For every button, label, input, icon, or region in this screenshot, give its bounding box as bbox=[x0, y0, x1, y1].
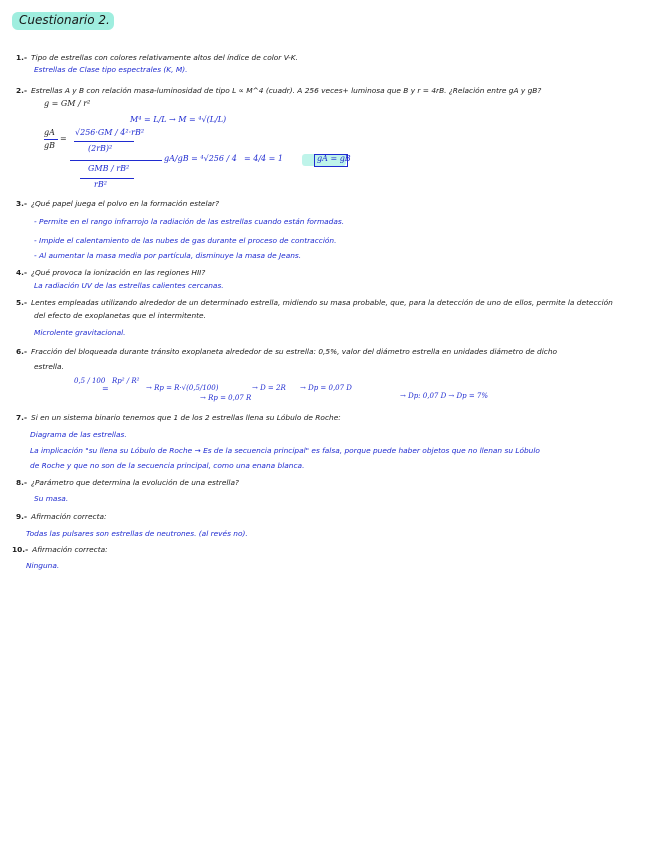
question-6-cont: estrella. bbox=[34, 362, 64, 371]
question-9: 9.- Afirmación correcta: bbox=[16, 512, 107, 521]
q2-ratio-main-bar bbox=[70, 160, 162, 161]
q6-step-5: → Dp: 0,07 D → Dp = 7% bbox=[400, 392, 489, 400]
answer-8: Su masa. bbox=[34, 494, 69, 503]
question-8: 8.- ¿Parámetro que determina la evolución de una estrella? bbox=[16, 478, 239, 487]
answer-7-2: La implicación "su llena su Lóbulo de Roche → Es de la secuencia principal" es falsa, porque puede haber objetos que no llenan su Lóbulo bbox=[30, 446, 540, 455]
q6-step-3: → D = 2R bbox=[252, 384, 286, 392]
page-title: Cuestionario 2. bbox=[19, 13, 110, 27]
q2-result-b: = 4/4 = 1 bbox=[244, 154, 283, 163]
answer-3-2: - Impide el calentamiento de las nubes de gas durante el proceso de contracción. bbox=[34, 236, 337, 245]
q2-ratio-bar-1 bbox=[74, 141, 134, 142]
question-2: 2.- Estrellas A y B con relación masa-luminosidad de tipo L ∝ M^4 (cuadr). A 256 veces+ luminosa que B y r = 4rB. ¿Relación entre gA y gB? bbox=[16, 86, 542, 95]
q6-equals: = bbox=[102, 384, 109, 393]
q6-step-4: → Dp = 0,07 D bbox=[300, 384, 352, 392]
answer-3-3: - Al aumentar la masa media por partícula, disminuye la masa de Jeans. bbox=[34, 251, 302, 260]
q2-ratio-bar-2 bbox=[80, 178, 134, 179]
q6-step-2: → Rp = 0,07 R bbox=[200, 394, 252, 402]
q2-ratio-den: GMB / rB² bbox=[88, 164, 130, 173]
answer-3-1: - Permite en el rango infrarrojo la radiación de las estrellas cuando están formadas. bbox=[34, 217, 345, 226]
q2-ratio-lhs-den: gB bbox=[44, 141, 55, 150]
q2-mass-relation: M⁴ = L/L → M = ⁴√(L/L) bbox=[130, 115, 227, 124]
answer-5: Microlente gravitacional. bbox=[34, 328, 126, 337]
question-1: 1.- Tipo de estrellas con colores relativamente altos del índice de color V-K. bbox=[16, 53, 298, 62]
q2-result-a: gA/gB = ⁴√256 / 4 bbox=[164, 154, 237, 163]
answer-10: Ninguna. bbox=[26, 561, 60, 570]
q6-frac-lhs: 0,5 / 100 bbox=[74, 377, 106, 385]
question-10: 10.- Afirmación correcta: bbox=[12, 545, 108, 554]
question-5: 5.- Lentes empleadas utilizando alrededor de un determinado estrella, midiendo su masa probable, que, para la detección de uno de ellos, permite la detección bbox=[16, 298, 613, 307]
q2-ratio-den-sub: rB² bbox=[94, 180, 107, 189]
q2-gravity-def: g = GM / r² bbox=[44, 99, 91, 108]
q6-frac-rhs: Rp² / R² bbox=[112, 377, 140, 385]
q6-step-1: → Rp = R·√(0,5/100) bbox=[146, 384, 219, 392]
answer-1: Estrellas de Clase tipo espectrales (K, M). bbox=[34, 65, 188, 74]
question-7: 7.- Si en un sistema binario tenemos que 1 de los 2 estrellas llena su Lóbulo de Roche: bbox=[16, 413, 341, 422]
answer-9: Todas las pulsares son estrellas de neutrones. (al revés no). bbox=[26, 529, 248, 538]
q2-equals: = bbox=[60, 134, 67, 143]
question-6: 6.- Fracción del bloqueada durante tránsito exoplaneta alrededor de su estrella: 0,5%, valor del diámetro estrella en unidades diámetro de dicho bbox=[16, 347, 558, 356]
answer-4: La radiación UV de las estrellas calientes cercanas. bbox=[34, 281, 224, 290]
question-5-cont: del efecto de exoplanetas que el intermitente. bbox=[34, 311, 206, 320]
answer-7-1: Diagrama de las estrellas. bbox=[30, 430, 127, 439]
q2-result-c: gA = gB bbox=[317, 154, 351, 163]
question-4: 4.- ¿Qué provoca la ionización en las regiones HII? bbox=[16, 268, 206, 277]
q2-ratio-mid: (2rB)² bbox=[88, 144, 113, 153]
question-3: 3.- ¿Qué papel juega el polvo en la formación estelar? bbox=[16, 199, 219, 208]
q2-ratio-lhs-bar bbox=[44, 139, 58, 140]
q2-ratio-lhs: gA bbox=[44, 128, 55, 137]
answer-7-3: de Roche y que no son de la secuencia principal, como una enana blanca. bbox=[30, 461, 305, 470]
q2-ratio-num: √256·GM / 4²·rB² bbox=[75, 128, 145, 137]
